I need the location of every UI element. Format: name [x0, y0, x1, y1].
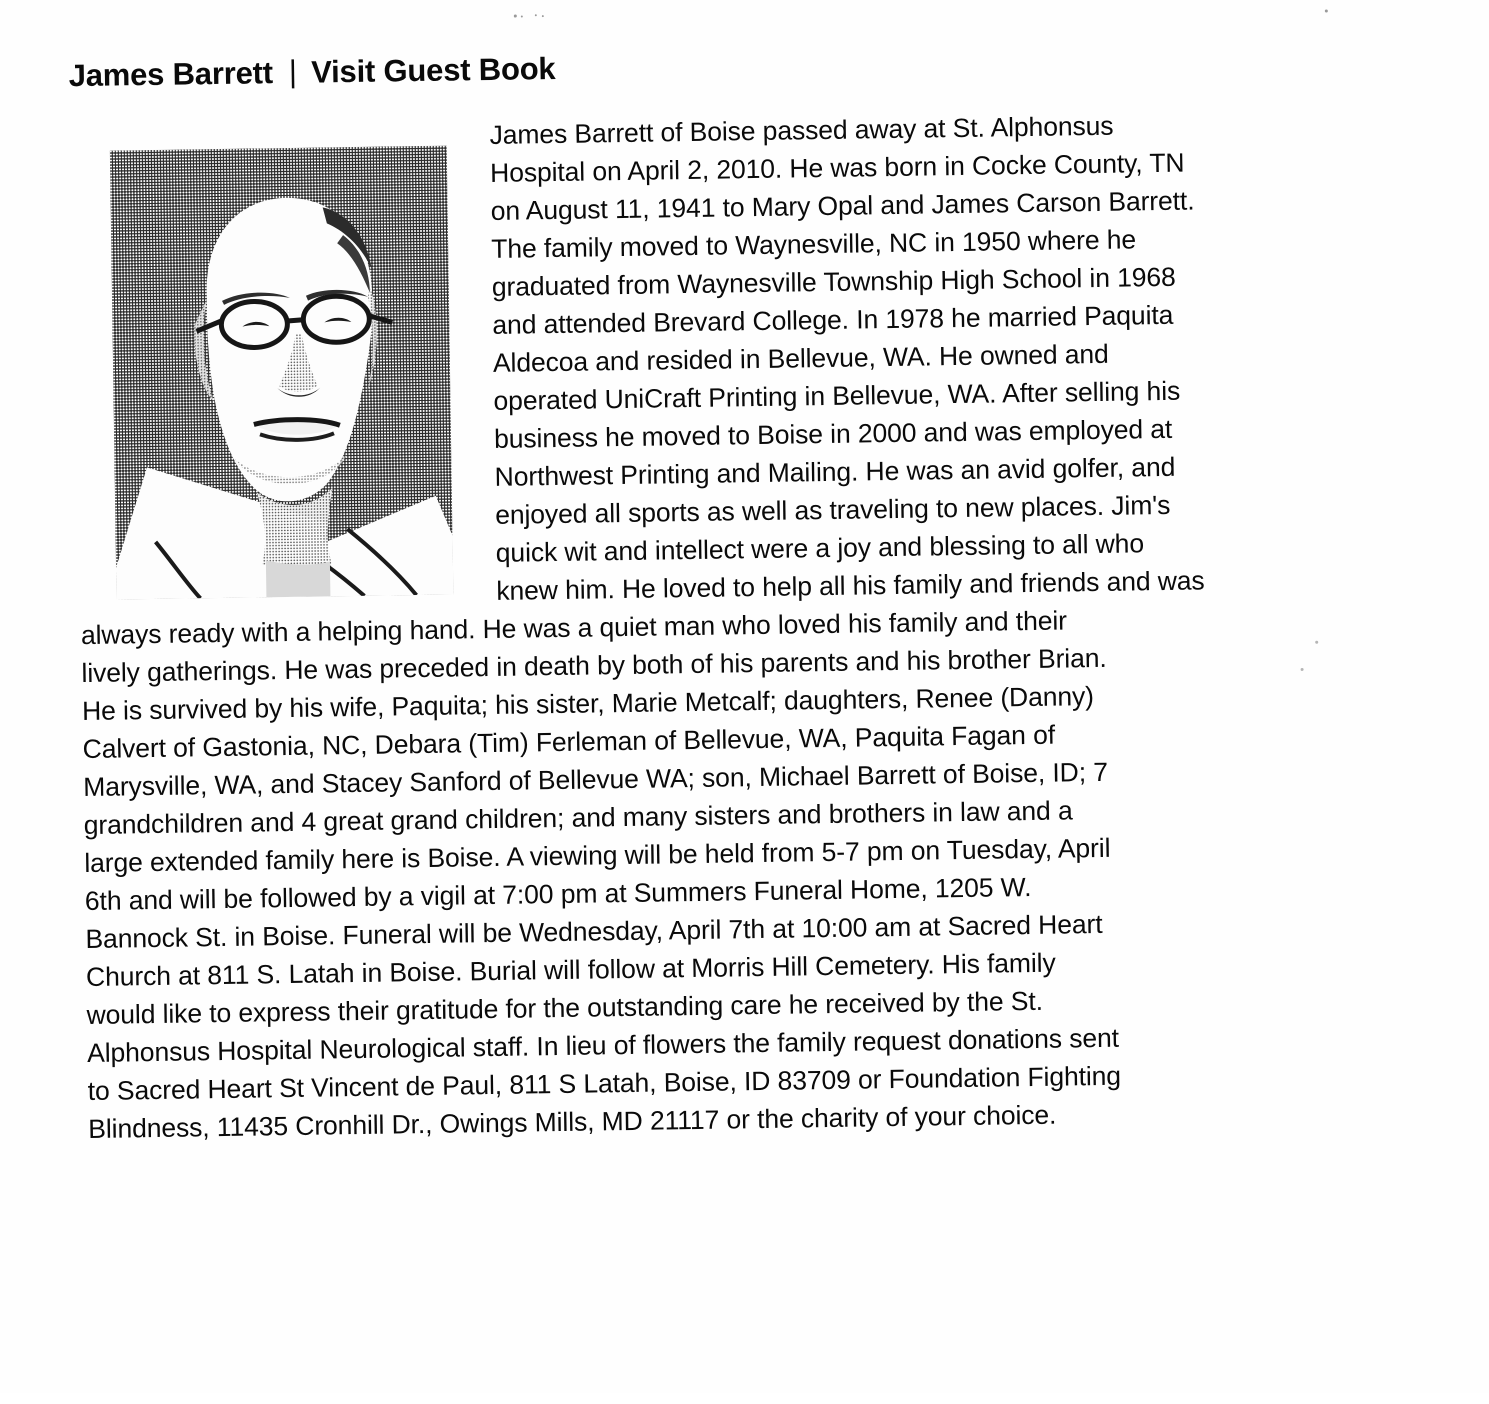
obituary-line: graduated from Waynesville Township High School in 1968 — [491, 261, 1176, 302]
scan-speck — [521, 15, 523, 17]
obituary-line: enjoyed all sports as well as traveling to new places. Jim's — [495, 489, 1171, 530]
obituary-line: Church at 811 S. Latah in Boise. Burial will follow at Morris Hill Cemetery. His family — [85, 947, 1056, 993]
obituary-line: Blindness, 11435 Cronhill Dr., Owings Mills, MD 21117 or the charity of your choice. — [88, 1099, 1057, 1145]
obituary-line: Hospital on April 2, 2010. He was born in Cocke County, TN — [489, 147, 1185, 188]
scan-speck — [542, 15, 544, 17]
obituary-line: 6th and will be followed by a vigil at 7:00 pm at Summers Funeral Home, 1205 W. — [84, 871, 1032, 917]
visit-guest-book-link[interactable]: Visit Guest Book — [310, 50, 556, 90]
obituary-line: Alphonsus Hospital Neurological staff. In lieu of flowers the family request donations sent — [86, 1022, 1120, 1069]
obituary-line: Bannock St. in Boise. Funeral will be Wednesday, April 7th at 10:00 am at Sacred Heart — [85, 908, 1103, 955]
obituary-line: He is survived by his wife, Paquita; his sister, Marie Metcalf; daughters, Renee (Danny) — [81, 681, 1095, 727]
obituary-line: operated UniCraft Printing in Bellevue, WA. After selling his — [493, 375, 1181, 416]
scan-speck — [535, 14, 537, 16]
obituary-line: large extended family here is Boise. A viewing will be held from 5-7 pm on Tuesday, April — [84, 832, 1111, 879]
obituary-line: Calvert of Gastonia, NC, Debara (Tim) Ferleman of Bellevue, WA, Paquita Fagan of — [82, 719, 1056, 765]
obituary-line: lively gatherings. He was preceded in death by both of his parents and his brother Brian. — [81, 642, 1107, 689]
obituary-line: James Barrett of Boise passed away at St. Alphonsus — [489, 110, 1114, 150]
obituary-line: grandchildren and 4 great grand children; and many sisters and brothers in law and a — [83, 795, 1073, 841]
obituary-line: business he moved to Boise in 2000 and was employed at — [493, 413, 1173, 454]
obituary-line: and attended Brevard College. In 1978 he married Paquita — [492, 299, 1174, 340]
obituary-line: Marysville, WA, and Stacey Sanford of Bellevue WA; son, Michael Barrett of Boise, ID; 7 — [82, 756, 1109, 803]
portrait-figure — [110, 146, 454, 600]
page-title — [68, 50, 556, 94]
obituary-line: on August 11, 1941 to Mary Opal and James Carson Barrett. — [490, 185, 1195, 226]
deceased-name: James Barrett — [68, 55, 274, 94]
obituary-line: would like to express their gratitude for the outstanding care he received by the St. — [86, 985, 1044, 1031]
obituary-line: Aldecoa and resided in Bellevue, WA. He owned and — [492, 338, 1109, 378]
obituary-line: always ready with a helping hand. He was a quiet man who loved his family and their — [80, 605, 1068, 651]
scan-speck — [1315, 641, 1318, 644]
obituary-line: knew him. He loved to help all his family and friends and was — [496, 565, 1205, 606]
obituary-line: quick wit and intellect were a joy and blessing to all who — [495, 528, 1145, 568]
portrait-photo — [110, 146, 454, 600]
scan-speck — [514, 15, 517, 18]
obituary-line: Northwest Printing and Mailing. He was an avid golfer, and — [494, 451, 1176, 492]
scan-speck — [1301, 668, 1304, 671]
obituary-line: The family moved to Waynesville, NC in 1950 where he — [491, 224, 1137, 264]
scan-speck — [1325, 10, 1328, 13]
title-separator: | — [288, 53, 298, 89]
obituary-line: to Sacred Heart St Vincent de Paul, 811 S Latah, Boise, ID 83709 or Foundation Fighting — [87, 1060, 1122, 1107]
